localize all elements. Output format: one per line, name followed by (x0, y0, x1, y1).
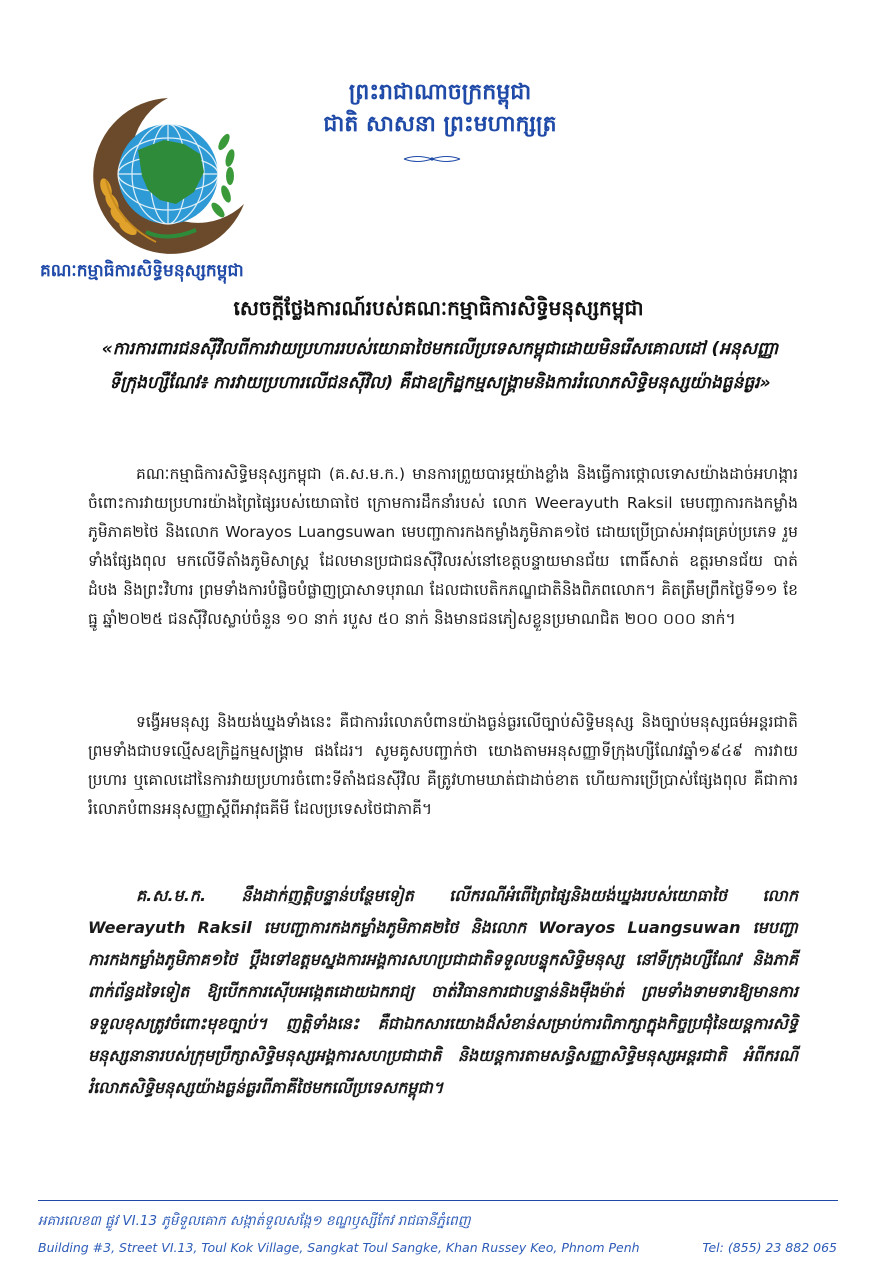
footer-telephone: Tel: (855) 23 882 065 (702, 1240, 837, 1255)
paragraph-1: គណៈកម្មាធិការសិទ្ធិមនុស្សកម្ពុជា (គ.ស.ម.ក.) មានការព្រួយបារម្ភយ៉ាងខ្លាំង និងធ្វើការថ្កោលទោសយ៉ាងដាច់អហង្ការចំពោះការវាយប្រហារយ៉ាងព្រៃផ្សៃរបស់យោធាថៃ ក្រោមការដឹកនាំរបស់ លោក Weerayuth Raksil មេបញ្ជាការកងកម្លាំងភូមិភាគ២ថៃ និងលោក Worayos Luangsuwan មេបញ្ជាការកងកម្លាំងភូមិភាគ១ថៃ ដោយប្រើប្រាស់អាវុធគ្រប់ប្រភេទ រួមទាំងផ្សែងពុល មកលើទីតាំងភូមិសាស្ត្រ ដែលមានប្រជាជនស៊ីវិលរស់នៅខេត្តបន្ទាយមានជ័យ ពោធិ៍សាត់ ឧត្តរមានជ័យ បាត់ដំបង និងព្រះវិហារ ព្រមទាំងការបំផ្លិចបំផ្លាញប្រាសាទបុរាណ ដែលជាបេតិកភណ្ឌជាតិនិងពិភពលោក។ គិតត្រឹមព្រឹកថ្ងៃទី១១ ខែធ្នូ ឆ្នាំ២០២៥ ជនស៊ីវិលស្លាប់ចំនួន ១០ នាក់ របួស ៥០ នាក់ និងមានជនភៀសខ្លួនប្រមាណជិត ២០០ ០០០ នាក់។ (88, 465, 798, 628)
document-title: សេចក្តីថ្លែងការណ៍របស់គណៈកម្មាធិការសិទ្ធិមនុស្សកម្ពុជា (233, 296, 644, 320)
footer-address-khmer: អគារលេខ៣ ផ្លូវ VI.13 ភូមិទួលគោក សង្កាត់ទួលសង្កែ១ ខណ្ឌឫស្សីកែវ រាជធានីភ្នំពេញ (38, 1213, 471, 1229)
paragraph-3: គ.ស.ម.ក. នឹងដាក់ញត្តិបន្ទាន់បន្ថែមទៀត លើករណីអំពើព្រៃផ្សៃនិងយង់ឃ្នងរបស់យោធាថៃ លោក Weerayuth Raksil មេបញ្ជាការកងកម្លាំងភូមិភាគ២ថៃ និងលោក Worayos Luangsuwan មេបញ្ជាការកងកម្លាំងភូមិភាគ១ថៃ ប្ដឹងទៅឧត្តមស្នងការអង្គការសហប្រជាជាតិទទួលបន្ទុកសិទ្ធិមនុស្ស នៅទីក្រុងហ្សឺណែវ និងភាគីពាក់ព័ន្ធដទៃទៀត ឱ្យបើកការស៊ើបអង្កេតដោយឯករាជ្យ ចាត់វិធានការជាបន្ទាន់និងម៉ឺងម៉ាត់ ព្រមទាំងទាមទារឱ្យមានការទទួលខុសត្រូវចំពោះមុខច្បាប់។ ញត្តិទាំងនេះ គឺជាឯកសារយោងដ៏សំខាន់សម្រាប់ការពិភាក្សាក្នុងកិច្ចប្រជុំនៃយន្តការសិទ្ធិមនុស្សនានារបស់ក្រុមប្រឹក្សាសិទ្ធិមនុស្សអង្គការសហប្រជាជាតិ និងយន្តការតាមសន្ធិសញ្ញាសិទ្ធិមនុស្សអន្តរជាតិ អំពីករណីរំលោភសិទ្ធិមនុស្សយ៉ាងធ្ងន់ធ្ងរពីភាគីថៃមកលើប្រទេសកម្ពុជា។ (88, 886, 798, 1097)
ornament-divider (402, 152, 462, 166)
footer-address-english: Building #3, Street VI.13, Toul Kok Village, Sangkat Toul Sangke, Khan Russey Keo, Phnom Penh (38, 1240, 640, 1255)
footer-divider (38, 1200, 838, 1201)
document-subtitle: «ការការពារជនស៊ីវិលពីការវាយប្រហាររបស់យោធាថៃមកលើប្រទេសកម្ពុជាដោយមិនរើសគោលដៅ (អនុសញ្ញាទីក្រុងហ្សឺណែវ៖ ការវាយប្រហារលើជនស៊ីវិល) គឺជាឧក្រិដ្ឋកម្មសង្គ្រាមនិងការរំលោភសិទ្ធិមនុស្សយ៉ាងធ្ងន់ធ្ងរ» (101, 339, 779, 393)
organization-name: គណៈកម្មាធិការសិទ្ធិមនុស្សកម្ពុជា (40, 261, 244, 281)
paragraph-2: ទង្វើអមនុស្ស និងយង់ឃ្នងទាំងនេះ គឺជាការរំលោភបំពានយ៉ាងធ្ងន់ធ្ងរលើច្បាប់សិទ្ធិមនុស្ស និងច្បាប់មនុស្សធម៌អន្តរជាតិ ព្រមទាំងជាបទល្មើសឧក្រិដ្ឋកម្មសង្គ្រាម ផងដែរ។ សូមគូសបញ្ជាក់ថា យោងតាមអនុសញ្ញាទីក្រុងហ្សឺណែវឆ្នាំ១៩៤៩ ការវាយប្រហារ ឬគោលដៅនៃការវាយប្រហារចំពោះទីតាំងជនស៊ីវិល គឺត្រូវហាមឃាត់ជាដាច់ខាត ហើយការប្រើប្រាស់ផ្សែងពុល គឺជាការរំលោភបំពានអនុសញ្ញាស្តីពីអាវុធគីមី ដែលប្រទេសថៃជាភាគី។ (88, 713, 798, 818)
kingdom-title: ព្រះរាជាណាចក្រកម្ពុជា (348, 79, 532, 105)
national-motto: ជាតិ សាសនា ព្រះមហាក្សត្រ (323, 111, 557, 137)
organization-logo (76, 92, 246, 257)
